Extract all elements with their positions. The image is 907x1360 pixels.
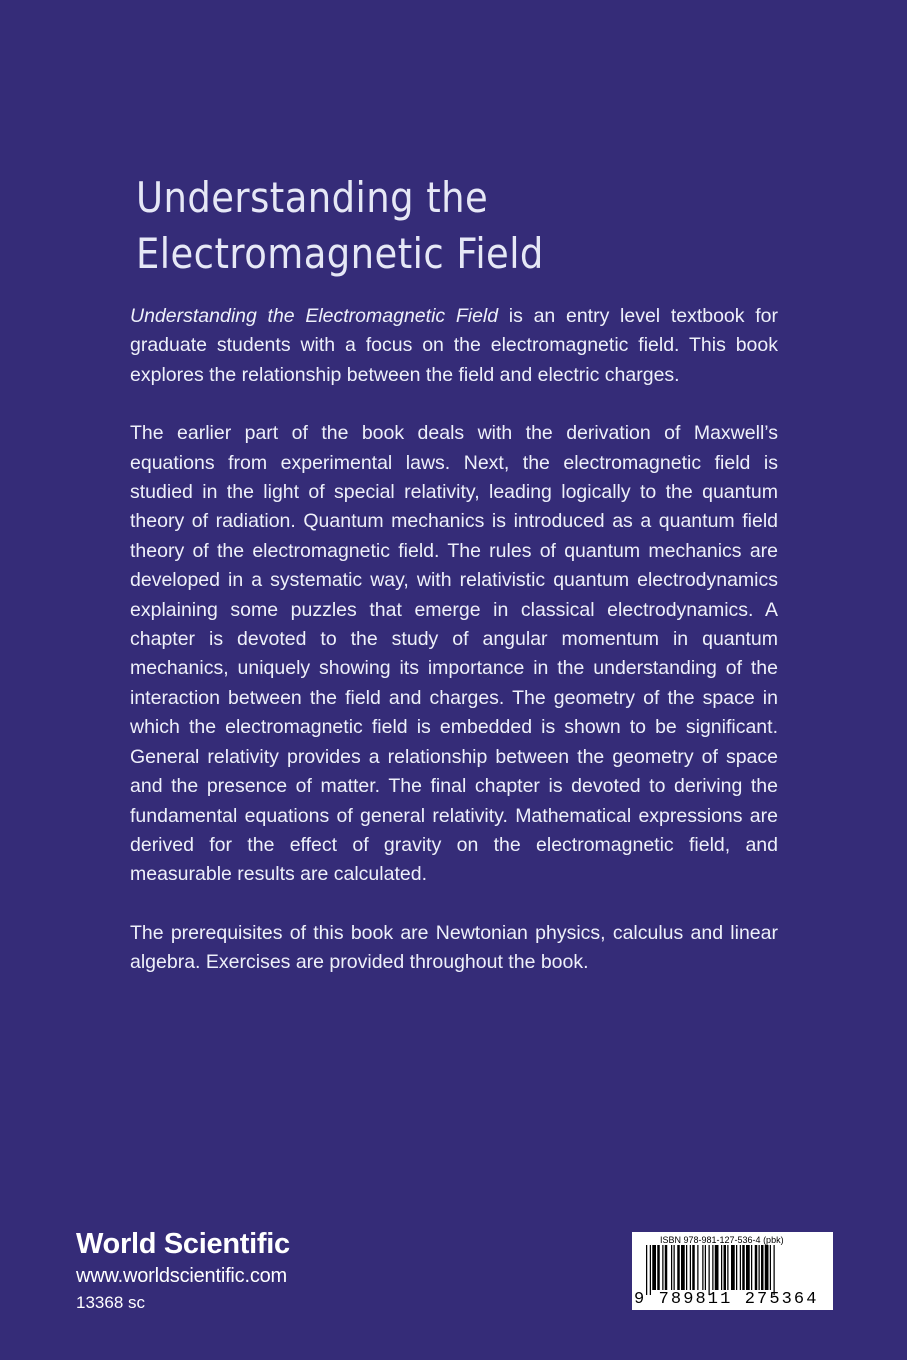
- barcode-bar: [686, 1245, 687, 1290]
- barcode-bar: [746, 1245, 750, 1290]
- title-line-2: Electromagnetic Field: [136, 229, 544, 278]
- book-description: [130, 302, 778, 1007]
- barcode-bar: [677, 1245, 680, 1290]
- barcode-bar: [646, 1245, 647, 1295]
- book-title: [136, 170, 699, 282]
- publisher-url: www.worldscientific.com: [76, 1265, 288, 1287]
- publisher-block: [76, 1226, 290, 1316]
- barcode-bar: [657, 1245, 660, 1290]
- description-paragraph-2: The earlier part of the book deals with the derivation of Maxwell’s equations from experimental laws. Next, the electromagnetic field is studied in the light of special relativity, leading logically to the quantum theory of radiation. Quantum mechanics is introduced as a quantum field theory of the electromagnetic field. The rules of quantum mechanics are developed in a systematic way, with relativistic quantum electrodynamics explaining some puzzles that emerge in classical electrodynamics. A chapter is devoted to the study of angular momentum in quantum mechanics, uniquely showing its importance in the understanding of the interaction between the field and charges. The geometry of the space in which the electromagnetic field is embedded is shown to be significant. General relativity provides a relationship between the geometry of space and the presence of matter. The final chapter is devoted to deriving the fundamental equations of general relativity. Mathematical expressions are derived for the effect of gravity on the electromagnetic field, and measurable results are calculated.: [130, 422, 778, 886]
- barcode-digits: 9 789811 275364: [634, 1290, 819, 1309]
- barcode-bar: [702, 1245, 703, 1290]
- isbn-label: ISBN 978-981-127-536-4 (pbk): [660, 1235, 784, 1245]
- description-paragraph-3: The prerequisites of this book are Newtonian physics, calculus and linear algebra. Exercises are provided throughout the book.: [130, 921, 778, 974]
- barcode-bar: [724, 1245, 727, 1290]
- barcode-bar: [742, 1245, 745, 1290]
- barcode-bar: [751, 1245, 752, 1290]
- barcode-bar: [650, 1245, 651, 1295]
- barcode-bar: [759, 1245, 760, 1290]
- barcode-bar: [652, 1245, 656, 1290]
- barcode-bar: [705, 1245, 706, 1290]
- barcode-bar: [761, 1245, 764, 1290]
- barcode-bar: [665, 1245, 668, 1290]
- barcode-bar: [692, 1245, 695, 1290]
- barcode-bar: [740, 1245, 741, 1290]
- barcode-bar: [709, 1245, 710, 1295]
- barcode-bar: [727, 1245, 728, 1290]
- barcode-bar: [774, 1245, 775, 1295]
- barcode-bar: [770, 1245, 771, 1290]
- barcode-bar: [662, 1245, 663, 1290]
- barcode-bar: [736, 1245, 737, 1290]
- barcode-bar: [671, 1245, 672, 1290]
- barcode-bar: [681, 1245, 685, 1290]
- title-line-1: Understanding the: [136, 173, 489, 222]
- publisher-name: World Scientific: [76, 1228, 290, 1260]
- barcode-bar: [712, 1245, 713, 1290]
- barcode-bar: [674, 1245, 675, 1290]
- barcode-bar: [755, 1245, 758, 1290]
- barcode-bar: [731, 1245, 735, 1290]
- description-paragraph-1: [130, 302, 778, 390]
- barcode-bar: [765, 1245, 769, 1290]
- description-title-italic: Understanding the Electromagnetic Field: [130, 305, 499, 327]
- barcode-bar: [690, 1245, 691, 1290]
- barcode-panel: [632, 1232, 833, 1310]
- barcode-bar: [697, 1245, 698, 1290]
- barcode-bar: [721, 1245, 722, 1290]
- barcode-bar: [715, 1245, 719, 1290]
- product-code: 13368 sc: [76, 1293, 145, 1312]
- description-paragraph-1-text: is an entry level textbook for graduate students with a focus on the electromagnetic field. This book explores the relationship between the field and electric charges.: [130, 305, 778, 386]
